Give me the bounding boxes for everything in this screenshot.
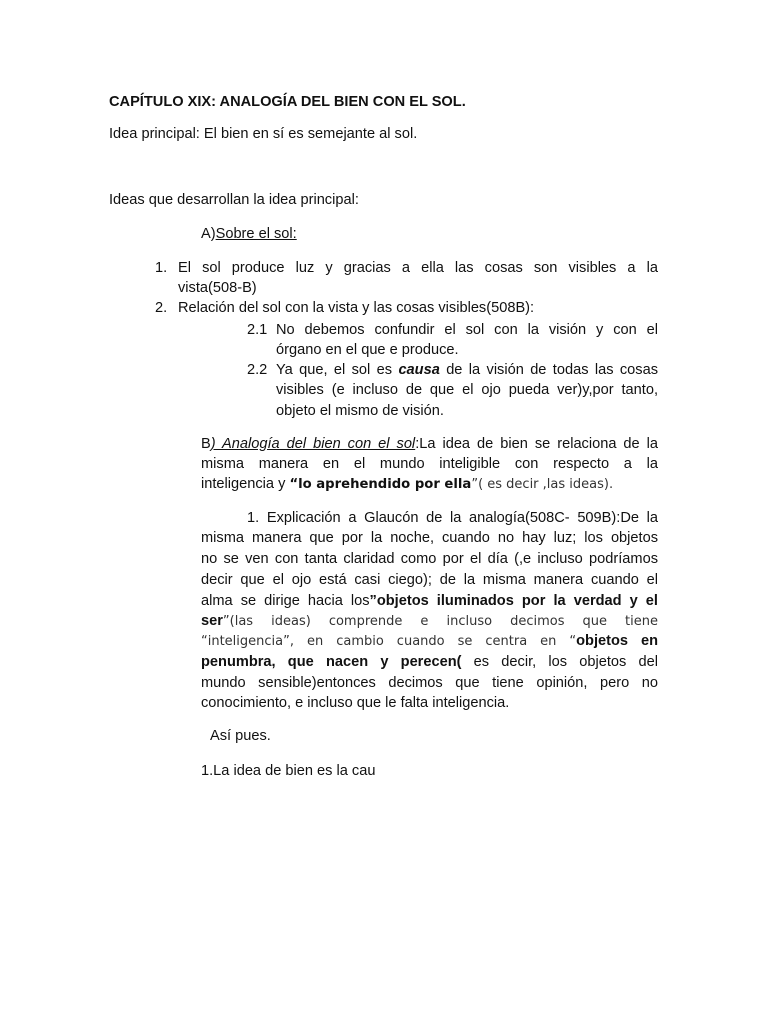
section-a-title: Sobre el sol: — [215, 226, 297, 242]
asi-pues: Así pues. — [210, 728, 271, 744]
sub-item-2-2-line3: objeto el mismo de visión. — [276, 403, 444, 419]
sub-item-2-2-line2: visibles (e incluso de que el ojo pueda ver)y,por tanto, — [276, 382, 658, 398]
list-item-1-line2: vista(508-B) — [178, 280, 257, 296]
section-a-prefix: A) — [201, 226, 216, 242]
idea-principal: Idea principal: El bien en sí es semejante al sol. — [109, 126, 418, 142]
page-title: CAPÍTULO XIX: ANALOGÍA DEL BIEN CON EL SOL. — [109, 94, 466, 110]
list-item-1-number: 1. — [155, 260, 168, 276]
final-line: 1.La idea de bien es la cau — [201, 763, 376, 779]
sub-item-2-2-line1: Ya que, el sol es causa de la visión de todas las cosas — [276, 362, 659, 378]
section-b-prefix: B — [201, 436, 211, 452]
sub-item-2-1-line2: órgano en el que e produce. — [276, 342, 459, 358]
explicacion-line2: misma manera que por la noche, cuando no hay luz; los objetos — [201, 530, 658, 546]
sub-item-2-1-number: 2.1 — [247, 322, 268, 338]
section-b-title: ) Analogía del bien con el sol — [210, 436, 416, 452]
explicacion-line10: conocimiento, e incluso que le falta inteligencia. — [201, 695, 510, 711]
explicacion-line7: “inteligencia”, en cambio cuando se centra en “objetos en — [201, 633, 658, 649]
list-item-1-line1: El sol produce luz y gracias a ella las cosas son visibles a la — [178, 260, 658, 276]
list-item-2-number: 2. — [155, 300, 168, 316]
aprehendido-emphasis: “lo aprehendido por ella — [289, 477, 472, 492]
section-a-heading — [201, 224, 297, 244]
section-b-line3: inteligencia y “lo aprehendido por ella”( es decir ,las ideas). — [201, 476, 614, 492]
section-b-line1: B) Analogía del bien con el sol:La idea de bien se relaciona de la — [201, 436, 659, 452]
explicacion-line8: penumbra, que nacen y perecen( es decir, los objetos del — [201, 654, 658, 670]
ideas-intro: Ideas que desarrollan la idea principal: — [109, 192, 359, 208]
section-b-line2: misma manera en el mundo inteligible con respecto a la — [201, 456, 658, 472]
explicacion-line4: decir que el ojo está casi ciego); de la misma manera cuando el — [201, 572, 658, 588]
objetos-iluminados-emphasis: ”objetos iluminados por la verdad y el — [369, 593, 658, 609]
list-item-2-text: Relación del sol con la vista y las cosas visibles(508B): — [178, 300, 535, 316]
explicacion-line1: 1. Explicación a Glaucón de la analogía(508C- 509B):De la — [247, 510, 658, 526]
explicacion-line9: mundo sensible)entonces decimos que tiene opinión, pero no — [201, 675, 658, 691]
explicacion-line6: ser”(las ideas) comprende e incluso decimos que tiene — [201, 613, 658, 629]
sub-item-2-1-line1: No debemos confundir el sol con la visión y con el — [276, 322, 658, 338]
explicacion-line3: no se ven con tanta claridad como por el día (,e incluso podríamos — [201, 551, 658, 567]
causa-emphasis: causa — [398, 362, 440, 378]
explicacion-line5: alma se dirige hacia los”objetos iluminados por la verdad y el — [201, 593, 658, 609]
sub-item-2-2-number: 2.2 — [247, 362, 268, 378]
objetos-penumbra-emphasis: objetos en — [576, 633, 658, 649]
